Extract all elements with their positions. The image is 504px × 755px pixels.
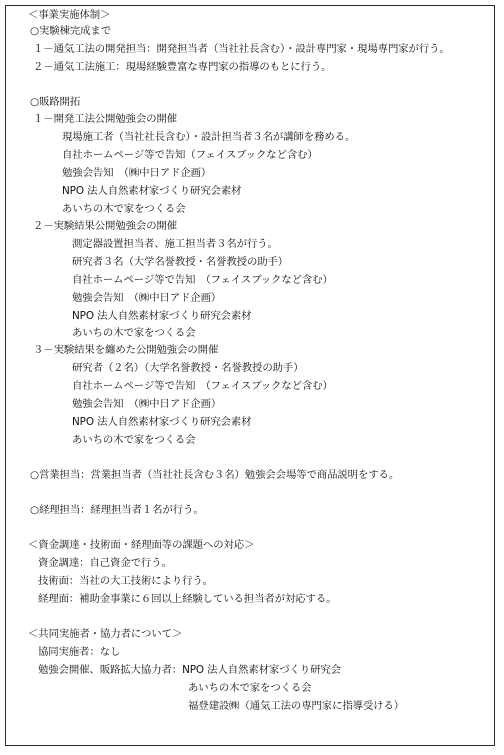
text-line: １－開発工法公開勉強会の開催: [33, 113, 178, 125]
section-heading-issues-response: ＜資金調達・技術面・経理面等の課題への対応＞: [28, 539, 255, 551]
text-line: ２－実験結果公開勉強会の開催: [33, 220, 178, 232]
text-line: 勉強会開催、販路拡大協力者：NPO 法人自然素材家づくり研究会: [38, 664, 341, 676]
section-heading-implementation-structure: ＜事業実施体制＞: [28, 9, 111, 21]
text-line: 測定器設置担当者、施工担当者３名が行う。: [72, 238, 278, 250]
subheading-until-test-building: ○実験棟完成まで: [30, 25, 112, 37]
text-line: ２－通気工法施工：現場経験豊富な専門家の指導のもとに行う。: [33, 61, 332, 73]
text-line: 自社ホームページ等で告知 （フェイスブックなど含む）: [72, 380, 333, 392]
text-line: 勉強会告知 （㈱中日アド企画）: [72, 292, 222, 304]
text-line: 自社ホームページ等で告知（フェイスブックなど含む）: [62, 149, 318, 161]
text-line: 勉強会告知 （㈱中日アド企画）: [62, 167, 212, 179]
text-line: 経理面：補助金事業に６回以上経験している担当者が対応する。: [38, 593, 337, 605]
subheading-sales-development: ○販路開拓: [30, 96, 81, 108]
text-line: NPO 法人自然素材家づくり研究会素材: [72, 416, 252, 428]
text-line: NPO 法人自然素材家づくり研究会素材: [72, 310, 252, 322]
text-line: １－通気工法の開発担当：開発担当者（当社社長含む）・設計専門家・現場専門家が行う。: [33, 43, 450, 55]
text-line: 技術面：当社の大工技術により行う。: [38, 575, 213, 587]
text-line: ３－実験結果を纏めた公開勉強会の開催: [33, 344, 219, 356]
subheading-accounting-staff: ○経理担当：経理担当者１名が行う。: [30, 504, 204, 516]
text-line: あいちの木で家をつくる会: [72, 434, 196, 446]
text-line: 勉強会告知 （㈱中日アド企画）: [72, 398, 222, 410]
text-line: NPO 法人自然素材家づくり研究会素材: [62, 185, 242, 197]
text-line: 研究者３名（大学名誉教授・名誉教授の助手）: [72, 256, 289, 268]
text-line: あいちの木で家をつくる会: [62, 203, 186, 215]
text-line: 協同実施者：なし: [38, 646, 121, 658]
text-line: 研究者（２名）（大学名誉教授・名誉教授の助手）: [72, 362, 304, 374]
text-line: 福登建設㈱（通気工法の専門家に指導受ける）: [188, 700, 405, 712]
text-line: 自社ホームページ等で告知 （フェイスブックなど含む）: [72, 274, 333, 286]
text-line: あいちの木で家をつくる会: [72, 327, 196, 339]
text-line: 現場施工者（当社社長含む）・設計担当者３名が講師を務める。: [62, 131, 356, 143]
text-line: あいちの木で家をつくる会: [188, 682, 312, 694]
text-line: 資金調達：自己資金で行う。: [38, 557, 172, 569]
subheading-sales-staff: ○営業担当：営業担当者（当社社長含む３名）勉強会会場等で商品説明をする。: [30, 469, 400, 481]
section-heading-partners: ＜共同実施者・協力者について＞: [28, 628, 183, 640]
